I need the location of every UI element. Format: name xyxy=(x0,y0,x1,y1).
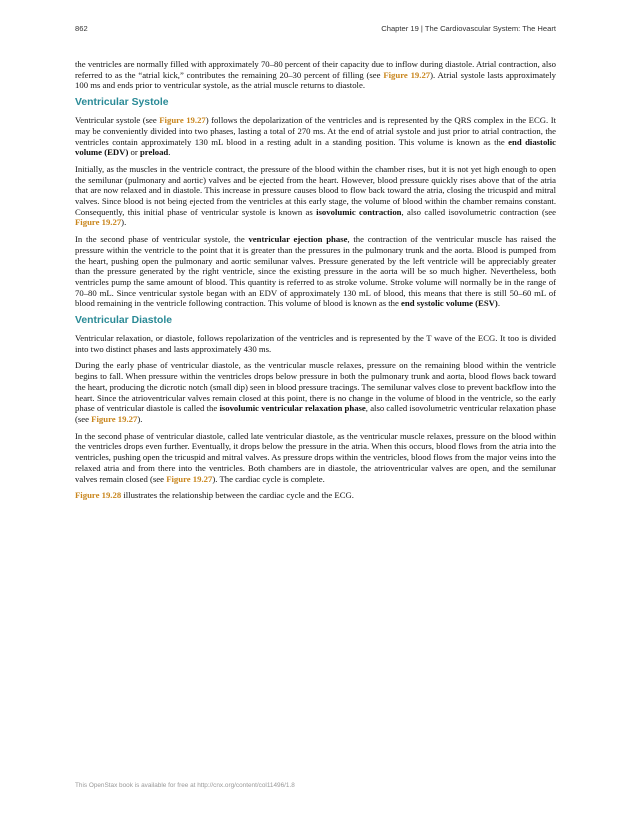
figure-19-27-link[interactable]: Figure 19.27 xyxy=(75,217,122,228)
chapter-title: Chapter 19 | The Cardiovascular System: The Heart xyxy=(381,24,556,33)
systole-paragraph-2 xyxy=(75,164,556,228)
term-ventricular-ejection-phase: ventricular ejection phase xyxy=(248,234,348,245)
systole-p1-text-2: ) follows the depolarization of the ventricles and is represented by the QRS complex in the ECG. It may be conveniently divided into two phases, lasting a total of 270 ms. At the end of atrial systole and just prior to atrial contraction, the ventricles contain approximately 130 mL blood in a resting adult in a standing position. This volume is known as the xyxy=(75,115,557,147)
figure-19-28-link[interactable]: Figure 19.28 xyxy=(75,490,122,501)
systole-paragraph-1 xyxy=(75,115,556,158)
diastole-p4-text-1: illustrates the relationship between the cardiac cycle and the ECG. xyxy=(121,490,354,501)
systole-p2-text-1: Initially, as the muscles in the ventricle contract, the pressure of the blood within the chamber rises, but it is not yet high enough to open the semilunar (pulmonary and aortic) valves and be ejected from the heart. However, blood pressure quickly rises above that of the atria that are now relaxed and in diastole. This increase in pressure causes blood to flow back toward the atria, closing the tricuspid and mitral valves. Since blood is not being ejected from the ventricles at this early stage, the volume of blood within the chamber remains constant. Consequently, this initial phase of ventricular systole is known as xyxy=(75,163,556,217)
page-number: 862 xyxy=(75,24,88,33)
term-end-systolic-volume: end systolic volume xyxy=(401,298,473,309)
diastole-p2-text-3: ). xyxy=(137,413,143,424)
term-edv: (EDV) xyxy=(104,147,129,158)
systole-p2-text-2: , also called isovolumetric contraction (see xyxy=(401,206,556,217)
term-isovolumic-contraction: isovolumic contraction xyxy=(316,206,402,217)
ventricular-diastole-heading: Ventricular Diastole xyxy=(75,315,173,327)
diastole-p3-text-2: ). The cardiac cycle is complete. xyxy=(212,473,325,484)
intro-text-1: the ventricles are normally filled with approximately 70–80 percent of their capacity due to inflow during diastole. Atrial contraction, also referred to as the “atrial kick,” contributes the remaining 20–30 percent of filling (see xyxy=(75,59,556,80)
diastole-p2-text-1: During the early phase of ventricular diastole, as the ventricular muscle relaxes, pressure on the remaining blood within the ventricle begins to fall. When pressure within the ventricles drops below pressure in both the pulmonary trunk and aorta, blood flows back toward the heart, producing the dicrotic notch (small dip) seen in blood pressure tracings. The semilunar valves close to prevent backflow into the heart. Since the atrioventricular valves remain closed at this point, there is no change in the volume of blood in the ventricle, so the early phase of ventricular diastole is called the xyxy=(75,360,556,414)
systole-paragraph-3 xyxy=(75,234,556,309)
page-body xyxy=(75,59,556,507)
diastole-paragraph-3 xyxy=(75,431,556,485)
page-footer: This OpenStax book is available for free at http://cnx.org/content/col11496/1.8 xyxy=(75,782,295,789)
term-isovolumic-ventricular-relaxation-phase: isovolumic ventricular relaxation phase xyxy=(219,403,366,414)
systole-p2-text-3: ). xyxy=(121,217,127,228)
intro-text-2: ). Atrial systole lasts approximately 100 ms and ends prior to ventricular systole, as the atrial muscle returns to diastole. xyxy=(75,69,556,91)
systole-p3-text-4: . xyxy=(497,298,500,309)
intro-paragraph xyxy=(75,59,556,91)
systole-p1-text-4: or xyxy=(128,147,140,158)
figure-19-27-link[interactable]: Figure 19.27 xyxy=(383,69,431,80)
figure-19-27-link[interactable]: Figure 19.27 xyxy=(166,473,213,484)
diastole-p2-text-2: , also called isovolumetric ventricular relaxation phase (see xyxy=(75,403,557,424)
systole-p1-text-1: Ventricular systole (see xyxy=(75,115,160,126)
systole-p3-text-2: , the contraction of the ventricular muscle has raised the pressure within the ventricle to the point that it is greater than the pressures in the pulmonary trunk and the aorta. Blood is pumped from the heart, pushing open the pulmonary and aortic semilunar valves. Pressure generated by the left ventricle will be appreciably greater than the pressure generated by the right ventricle, since the existing pressure in the aorta will be so much higher. Nevertheless, both ventricles pump the same amount of blood. This quantity is referred to as stroke volume. Stroke volume will normally be in the range of 70–80 mL. Since ventricular systole began with an EDV of approximately 130 mL of blood, this means that there is still 50–60 mL of blood remaining in the ventricle following contraction. This volume of blood is known as the xyxy=(75,234,556,309)
diastole-paragraph-1: Ventricular relaxation, or diastole, follows repolarization of the ventricles and is represented by the T wave of the ECG. It too is divided into two distinct phases and lasts approximately 430 ms. xyxy=(75,333,556,354)
diastole-p3-text-1: In the second phase of ventricular diastole, called late ventricular diastole, as the ventricular muscle relaxes, pressure on the blood within the ventricles drops even further. Eventually, it drops below the pressure in the atria. When this occurs, blood flows from the atria into the ventricles, pushing open the tricuspid and mitral valves. As pressure drops within the ventricles, blood flows from the major veins into the relaxed atria and from there into the ventricles. Both chambers are in diastole, the atrioventricular valves are open, and the semilunar valves remain closed (see xyxy=(75,430,556,484)
term-end-diastolic-volume: end diastolic volume xyxy=(75,136,556,158)
diastole-paragraph-4 xyxy=(75,490,556,501)
term-esv: (ESV) xyxy=(475,298,498,309)
systole-p3-text-1: In the second phase of ventricular systole, the xyxy=(75,234,249,245)
figure-19-27-link[interactable]: Figure 19.27 xyxy=(91,413,138,424)
diastole-paragraph-2 xyxy=(75,360,556,424)
ventricular-systole-heading: Ventricular Systole xyxy=(75,97,169,109)
figure-19-27-link[interactable]: Figure 19.27 xyxy=(159,115,206,126)
systole-p1-text-5: . xyxy=(168,147,171,158)
term-preload: preload xyxy=(139,147,169,158)
